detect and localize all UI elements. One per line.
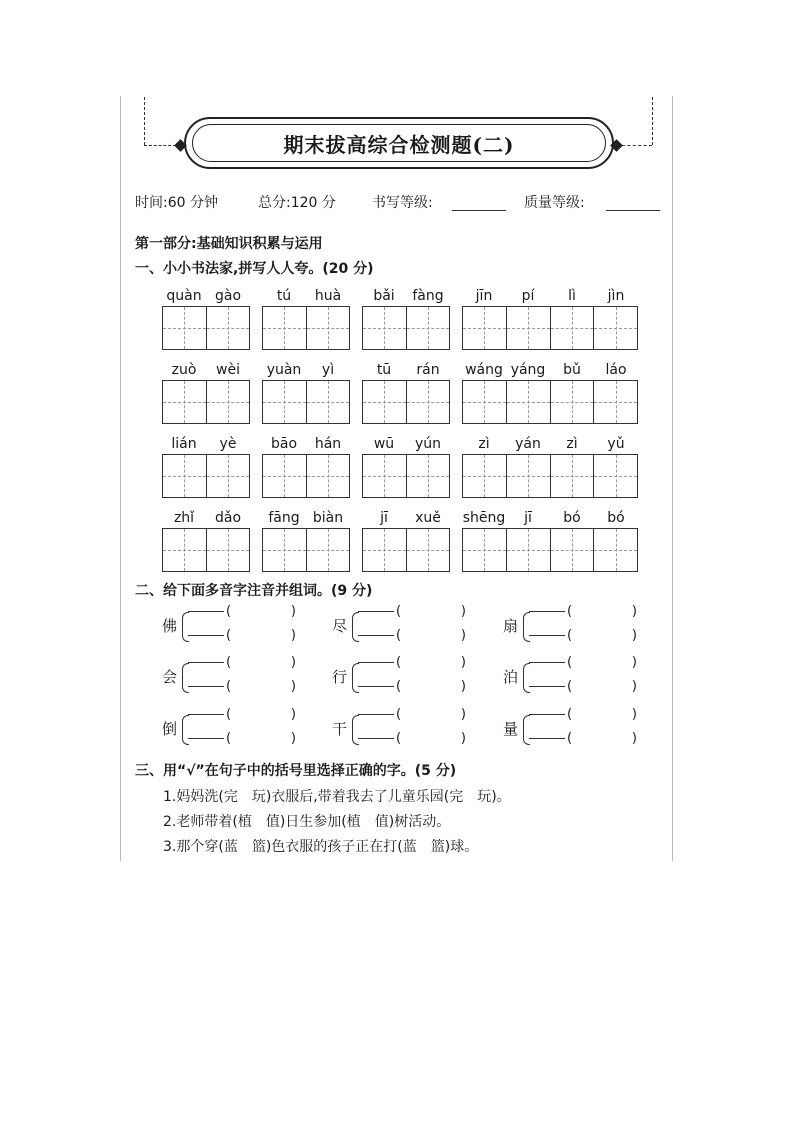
pinyin-blank[interactable]	[529, 686, 565, 687]
tian-zi-cell[interactable]	[507, 381, 551, 423]
word-answer-parens[interactable]	[567, 628, 637, 643]
pinyin-blank[interactable]	[188, 662, 224, 663]
pinyin-syllable: wū	[373, 436, 395, 452]
tian-zi-cell[interactable]	[307, 529, 350, 571]
word-answer-parens[interactable]	[567, 707, 637, 722]
pinyin-syllable: quàn	[166, 288, 202, 304]
pinyin-syllable: biàn	[312, 510, 344, 526]
tian-zi-cell[interactable]	[507, 529, 551, 571]
close-paren: )	[631, 655, 637, 670]
pinyin-syllable: láo	[605, 362, 627, 378]
word-writing-box[interactable]	[162, 306, 250, 350]
pinyin-syllable: bǔ	[563, 362, 581, 378]
close-paren: )	[460, 679, 466, 694]
tian-zi-cell[interactable]	[263, 529, 307, 571]
word-writing-box[interactable]	[462, 380, 638, 424]
tian-zi-cell[interactable]	[263, 455, 307, 497]
word-writing-box[interactable]	[362, 528, 450, 572]
title-ornament-left-horizontal	[144, 145, 176, 146]
pinyin-syllable: tú	[276, 288, 292, 304]
pinyin-syllable: zhǐ	[173, 510, 195, 526]
polyphone-char: 泊	[503, 668, 519, 686]
close-paren: )	[290, 604, 296, 619]
close-paren: )	[460, 628, 466, 643]
pinyin-syllable: yún	[414, 436, 442, 452]
word-writing-box[interactable]	[162, 454, 250, 498]
word-answer-parens[interactable]	[226, 604, 296, 619]
open-paren: (	[396, 679, 402, 694]
pinyin-and-word-entry[interactable]	[529, 679, 637, 694]
tian-zi-cell[interactable]	[263, 381, 307, 423]
word-answer-parens[interactable]	[567, 731, 637, 746]
tian-zi-cell[interactable]	[551, 307, 595, 349]
tian-zi-cell[interactable]	[207, 307, 250, 349]
title-banner	[184, 117, 614, 169]
pinyin-syllable: lì	[568, 288, 576, 304]
tian-zi-cell[interactable]	[507, 307, 551, 349]
pinyin-syllable: fàng	[412, 288, 444, 304]
pinyin-syllable: xuě	[415, 510, 441, 526]
tian-zi-cell[interactable]	[551, 455, 595, 497]
tian-zi-cell[interactable]	[463, 381, 507, 423]
sentence-1[interactable]: 1.妈妈洗(完 玩)衣服后,带着我去了儿童乐园(完 玩)。	[163, 789, 511, 805]
section-one-heading: 一、小小书法家,拼写人人夸。(20 分)	[135, 261, 374, 277]
word-writing-box[interactable]	[262, 306, 350, 350]
pinyin-blank[interactable]	[188, 714, 224, 715]
pinyin-syllable: jìn	[607, 288, 625, 304]
open-paren: (	[396, 628, 402, 643]
tian-zi-cell[interactable]	[463, 455, 507, 497]
pinyin-and-word-entry[interactable]	[188, 731, 296, 746]
tian-zi-cell[interactable]	[363, 307, 407, 349]
pinyin-blank[interactable]	[529, 738, 565, 739]
tian-zi-cell[interactable]	[363, 529, 407, 571]
tian-zi-cell[interactable]	[163, 455, 207, 497]
tian-zi-cell[interactable]	[594, 455, 637, 497]
open-paren: (	[226, 707, 232, 722]
tian-zi-cell[interactable]	[307, 381, 350, 423]
tian-zi-cell[interactable]	[363, 455, 407, 497]
open-paren: (	[567, 604, 573, 619]
time-limit: 时间:60 分钟	[135, 195, 218, 211]
tian-zi-cell[interactable]	[551, 529, 595, 571]
title-ornament-left-vertical	[144, 97, 145, 145]
close-paren: )	[290, 655, 296, 670]
section-three-heading: 三、用“√”在句子中的括号里选择正确的字。(5 分)	[135, 763, 457, 779]
pinyin-and-word-entry[interactable]	[188, 628, 296, 643]
pinyin-syllable: yuàn	[266, 362, 302, 378]
tian-zi-cell[interactable]	[207, 381, 250, 423]
word-answer-parens[interactable]	[396, 604, 466, 619]
word-writing-box[interactable]	[262, 380, 350, 424]
pinyin-blank[interactable]	[529, 662, 565, 663]
tian-zi-cell[interactable]	[407, 455, 450, 497]
pinyin-syllable: bó	[563, 510, 581, 526]
word-writing-box[interactable]	[262, 528, 350, 572]
pinyin-and-word-entry[interactable]	[358, 628, 466, 643]
tian-zi-cell[interactable]	[163, 307, 207, 349]
open-paren: (	[226, 604, 232, 619]
polyphone-char: 尽	[332, 617, 348, 635]
pinyin-syllable: wèi	[216, 362, 240, 378]
close-paren: )	[631, 679, 637, 694]
word-writing-box[interactable]	[462, 306, 638, 350]
open-paren: (	[567, 628, 573, 643]
tian-zi-cell[interactable]	[263, 307, 307, 349]
open-paren: (	[567, 707, 573, 722]
word-answer-parens[interactable]	[567, 655, 637, 670]
pinyin-syllable: tū	[376, 362, 392, 378]
open-paren: (	[226, 679, 232, 694]
word-writing-box[interactable]	[162, 380, 250, 424]
pinyin-syllable: gào	[214, 288, 242, 304]
close-paren: )	[290, 628, 296, 643]
tian-zi-cell[interactable]	[594, 307, 637, 349]
tian-zi-cell[interactable]	[163, 529, 207, 571]
pinyin-and-word-entry[interactable]	[358, 731, 466, 746]
pinyin-and-word-entry[interactable]	[188, 655, 296, 670]
open-paren: (	[396, 655, 402, 670]
pinyin-row	[162, 436, 642, 456]
polyphone-char: 干	[332, 720, 348, 738]
word-answer-parens[interactable]	[396, 731, 466, 746]
word-answer-parens[interactable]	[567, 604, 637, 619]
pinyin-blank[interactable]	[358, 662, 394, 663]
word-answer-parens[interactable]	[226, 707, 296, 722]
word-writing-box[interactable]	[462, 454, 638, 498]
pinyin-blank[interactable]	[188, 738, 224, 739]
tian-zi-cell[interactable]	[407, 307, 450, 349]
pinyin-and-word-entry[interactable]	[529, 731, 637, 746]
open-paren: (	[567, 679, 573, 694]
word-answer-parens[interactable]	[396, 628, 466, 643]
tian-zi-cell[interactable]	[307, 307, 350, 349]
word-writing-box[interactable]	[162, 528, 250, 572]
pinyin-blank[interactable]	[358, 611, 394, 612]
pinyin-syllable: shēng	[462, 510, 506, 526]
word-answer-parens[interactable]	[396, 655, 466, 670]
pinyin-and-word-entry[interactable]	[529, 707, 637, 722]
word-writing-box[interactable]	[362, 380, 450, 424]
pinyin-blank[interactable]	[529, 635, 565, 636]
total-score: 总分:120 分	[258, 195, 336, 211]
pinyin-and-word-entry[interactable]	[358, 655, 466, 670]
word-answer-parens[interactable]	[226, 628, 296, 643]
pinyin-blank[interactable]	[188, 611, 224, 612]
close-paren: )	[290, 679, 296, 694]
sentence-2[interactable]: 2.老师带着(植 值)日生参加(植 值)树活动。	[163, 814, 451, 830]
pinyin-and-word-entry[interactable]	[529, 604, 637, 619]
pinyin-syllable: pí	[521, 288, 535, 304]
word-answer-parens[interactable]	[396, 707, 466, 722]
word-answer-parens[interactable]	[226, 679, 296, 694]
pinyin-and-word-entry[interactable]	[529, 655, 637, 670]
close-paren: )	[460, 707, 466, 722]
open-paren: (	[226, 628, 232, 643]
pinyin-blank[interactable]	[358, 714, 394, 715]
quality-grade-blank[interactable]	[606, 210, 660, 211]
polyphone-char: 佛	[162, 617, 178, 635]
section-two-heading: 二、给下面多音字注音并组词。(9 分)	[135, 583, 373, 599]
pinyin-syllable: fāng	[268, 510, 300, 526]
pinyin-row	[162, 288, 642, 308]
polyphone-char: 会	[162, 668, 178, 686]
close-paren: )	[631, 628, 637, 643]
pinyin-syllable: bāo	[270, 436, 298, 452]
word-writing-box[interactable]	[362, 454, 450, 498]
pinyin-row	[162, 362, 642, 382]
title-ornament-right-horizontal	[622, 145, 652, 146]
word-writing-box[interactable]	[362, 306, 450, 350]
tian-zi-cell[interactable]	[551, 381, 595, 423]
title-ornament-right-vertical	[652, 97, 653, 145]
close-paren: )	[290, 707, 296, 722]
tian-zi-cell[interactable]	[407, 529, 450, 571]
close-paren: )	[290, 731, 296, 746]
tian-zi-cell[interactable]	[307, 455, 350, 497]
word-writing-box[interactable]	[262, 454, 350, 498]
writing-grade-label: 书写等级:	[372, 195, 433, 211]
pinyin-syllable: zuò	[171, 362, 197, 378]
tian-zi-cell[interactable]	[507, 455, 551, 497]
pinyin-syllable: wáng	[465, 362, 503, 378]
open-paren: (	[226, 655, 232, 670]
tian-zi-cell[interactable]	[207, 455, 250, 497]
part-one-heading: 第一部分:基础知识积累与运用	[135, 236, 323, 252]
tian-zi-cell[interactable]	[407, 381, 450, 423]
tian-zi-cell[interactable]	[594, 381, 637, 423]
pinyin-syllable: jī	[380, 510, 388, 526]
writing-grade-blank[interactable]	[452, 210, 506, 211]
close-paren: )	[631, 604, 637, 619]
pinyin-syllable: yì	[321, 362, 335, 378]
pinyin-and-word-entry[interactable]	[529, 628, 637, 643]
pinyin-syllable: hán	[314, 436, 342, 452]
pinyin-row	[162, 510, 642, 530]
pinyin-syllable: yáng	[510, 362, 546, 378]
polyphone-char: 量	[503, 720, 519, 738]
sentence-3[interactable]: 3.那个穿(蓝 篮)色衣服的孩子正在打(蓝 篮)球。	[163, 839, 479, 855]
close-paren: )	[631, 707, 637, 722]
pinyin-and-word-entry[interactable]	[188, 679, 296, 694]
pinyin-blank[interactable]	[358, 738, 394, 739]
polyphone-char: 倒	[162, 720, 178, 738]
pinyin-blank[interactable]	[358, 635, 394, 636]
pinyin-blank[interactable]	[358, 686, 394, 687]
pinyin-syllable: bǎi	[373, 288, 395, 304]
word-answer-parens[interactable]	[567, 679, 637, 694]
open-paren: (	[396, 707, 402, 722]
polyphone-char: 扇	[503, 617, 519, 635]
pinyin-and-word-entry[interactable]	[358, 707, 466, 722]
pinyin-syllable: huà	[314, 288, 342, 304]
pinyin-syllable: yè	[219, 436, 237, 452]
pinyin-syllable: jī	[524, 510, 532, 526]
open-paren: (	[396, 604, 402, 619]
close-paren: )	[631, 731, 637, 746]
pinyin-syllable: rán	[416, 362, 440, 378]
pinyin-syllable: zì	[566, 436, 578, 452]
pinyin-syllable: yǔ	[607, 436, 625, 452]
tian-zi-cell[interactable]	[207, 529, 250, 571]
pinyin-and-word-entry[interactable]	[358, 679, 466, 694]
open-paren: (	[567, 655, 573, 670]
open-paren: (	[226, 731, 232, 746]
tian-zi-cell[interactable]	[363, 381, 407, 423]
pinyin-syllable: lián	[171, 436, 197, 452]
pinyin-and-word-entry[interactable]	[358, 604, 466, 619]
pinyin-blank[interactable]	[529, 611, 565, 612]
close-paren: )	[460, 655, 466, 670]
pinyin-syllable: dǎo	[214, 510, 242, 526]
pinyin-syllable: yán	[515, 436, 541, 452]
pinyin-and-word-entry[interactable]	[188, 604, 296, 619]
page-title: 期末拔高综合检测题(二)	[283, 132, 515, 157]
pinyin-blank[interactable]	[529, 714, 565, 715]
left-margin-line	[120, 96, 121, 861]
polyphone-char: 行	[332, 668, 348, 686]
tian-zi-cell[interactable]	[163, 381, 207, 423]
close-paren: )	[460, 731, 466, 746]
close-paren: )	[460, 604, 466, 619]
word-answer-parens[interactable]	[396, 679, 466, 694]
pinyin-blank[interactable]	[188, 686, 224, 687]
pinyin-and-word-entry[interactable]	[188, 707, 296, 722]
tian-zi-cell[interactable]	[594, 529, 637, 571]
word-answer-parens[interactable]	[226, 655, 296, 670]
word-writing-box[interactable]	[462, 528, 638, 572]
quality-grade-label: 质量等级:	[524, 195, 585, 211]
tian-zi-cell[interactable]	[463, 307, 507, 349]
word-answer-parens[interactable]	[226, 731, 296, 746]
pinyin-syllable: bó	[607, 510, 625, 526]
tian-zi-cell[interactable]	[463, 529, 507, 571]
pinyin-syllable: jīn	[475, 288, 493, 304]
open-paren: (	[567, 731, 573, 746]
open-paren: (	[396, 731, 402, 746]
pinyin-syllable: zì	[478, 436, 490, 452]
pinyin-blank[interactable]	[188, 635, 224, 636]
right-margin-line	[672, 96, 673, 861]
